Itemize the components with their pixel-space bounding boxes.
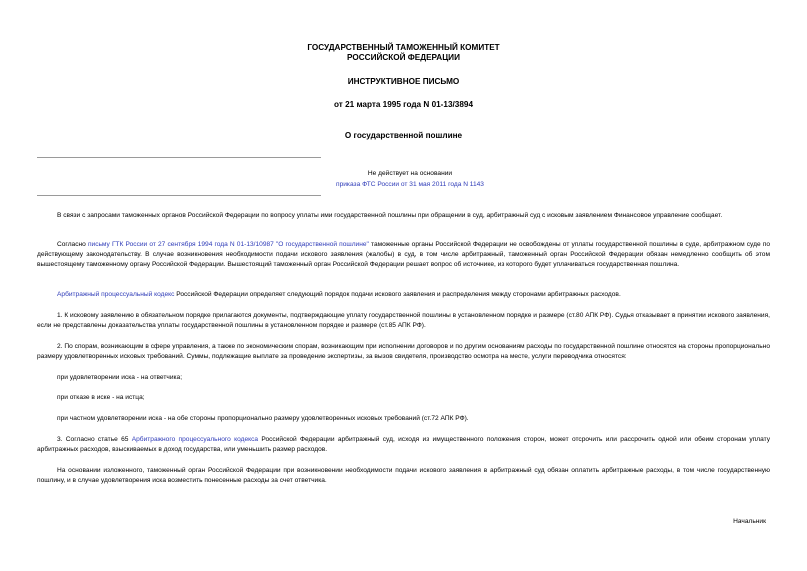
signature-title: Начальник [733, 518, 766, 525]
paragraph-text: 3. Согласно статье 65 [57, 436, 132, 443]
list-item-plaintiff-win: при удовлетворении иска - на ответчика; [57, 374, 183, 381]
paragraph-text: Российской Федерации арбитражный суд, исходя из имущественного положения сторон, может отсрочить или рассрочить одной или обеим сторонам уплату арбитражных расходов, взыскиваемых в доход государства, или уменьшить размер расходов. [37, 436, 771, 454]
paragraph-text: Российской Федерации определяет следующий порядок подачи искового заявления и распределения между сторонами арбитражных расходов. [174, 291, 621, 298]
paragraph-code-reference [37, 290, 770, 300]
paragraph-point-2: 2. По спорам, возникающим в сфере управления, а также по экономическим спорам, возникающим при исполнении договоров и по другим основаниям расходы по государственной пошлине относятся на стороны пропорционально размеру удовлетворенных исковых требований. Суммы, подлежащие выплате за проведение экспертизы, за вызов свидетеля, производство осмотра на месте, услуги переводчика относятся: [37, 343, 770, 361]
status-note-link[interactable]: приказа ФТС России от 31 мая 2011 года N 1143 [336, 181, 484, 188]
status-note-link-wrap [315, 179, 505, 190]
document-subject: О государственной пошлине [344, 131, 463, 140]
divider-bottom [37, 195, 321, 196]
paragraph-text: Согласно [57, 241, 88, 248]
document-type: ИНСТРУКТИВНОЕ ПИСЬМО [347, 77, 460, 86]
letter-link[interactable]: письму ГТК России от 27 сентября 1994 года N 01-13/10987 "О государственной пошлине" [87, 241, 369, 248]
paragraph-point-3 [37, 435, 770, 455]
list-item-plaintiff-lose: при отказе в иске - на истца; [57, 394, 145, 401]
paragraph-point-1: 1. К исковому заявлению в обязательном порядке прилагаются документы, подтверждающие уплату государственной пошлины в установленном порядке и размере (ст.80 АПК РФ). Судья отказывает в принятии искового заявления, если не представлены доказательства уплаты государственной пошлины в установленном порядке и размере (ст.85 АПК РФ). [37, 312, 770, 330]
arbitration-code-link-2[interactable]: Арбитражного процессуального кодекса [131, 436, 259, 443]
org-name-line1: ГОСУДАРСТВЕННЫЙ ТАМОЖЕННЫЙ КОМИТЕТ [307, 43, 500, 52]
divider-top [37, 157, 321, 158]
paragraph-letter-reference [37, 240, 770, 271]
status-note-text: Не действует на основании [367, 170, 453, 177]
paragraph-conclusion: На основании изложенного, таможенный орган Российской Федерации при возникновении необходимости подачи искового заявления в арбитражный суд обязан оплатить арбитражные расходы, в том числе государственную пошлину, и в случае удовлетворения иска возместить понесенные расходы за счет ответчика. [37, 467, 770, 485]
document-date-number: от 21 марта 1995 года N 01-13/3894 [333, 100, 474, 109]
arbitration-code-link[interactable]: Арбитражный процессуальный кодекс [57, 291, 175, 298]
org-name-line2: РОССИЙСКОЙ ФЕДЕРАЦИИ [347, 53, 460, 62]
list-item-partial: при частном удовлетворении иска - на обе стороны пропорционально размеру удовлетворенных исковых требований (ст.72 АПК РФ). [57, 415, 469, 422]
paragraph-text: таможенные органы Российской Федерации не освобождены от уплаты государственной пошлины в суде, арбитражном суде по действующему законодательству. В случае возникновения необходимости подачи искового заявления (жалобы) в суд, в том числе арбитражный, таможенный орган Российской Федерации обязан немедленно сообщить об этом вышестоящему таможенному органу Российской Федерации. Вышестоящий таможенный орган Российской Федерации решает вопрос об источнике, из которого будет уплачиваться государственная пошлина. [37, 241, 770, 269]
paragraph-intro: В связи с запросами таможенных органов Российской Федерации по вопросу уплаты ими государственной пошлины при обращении в суд, арбитражный суд с исковым заявлением Финансовое управление сообщает. [57, 212, 723, 219]
